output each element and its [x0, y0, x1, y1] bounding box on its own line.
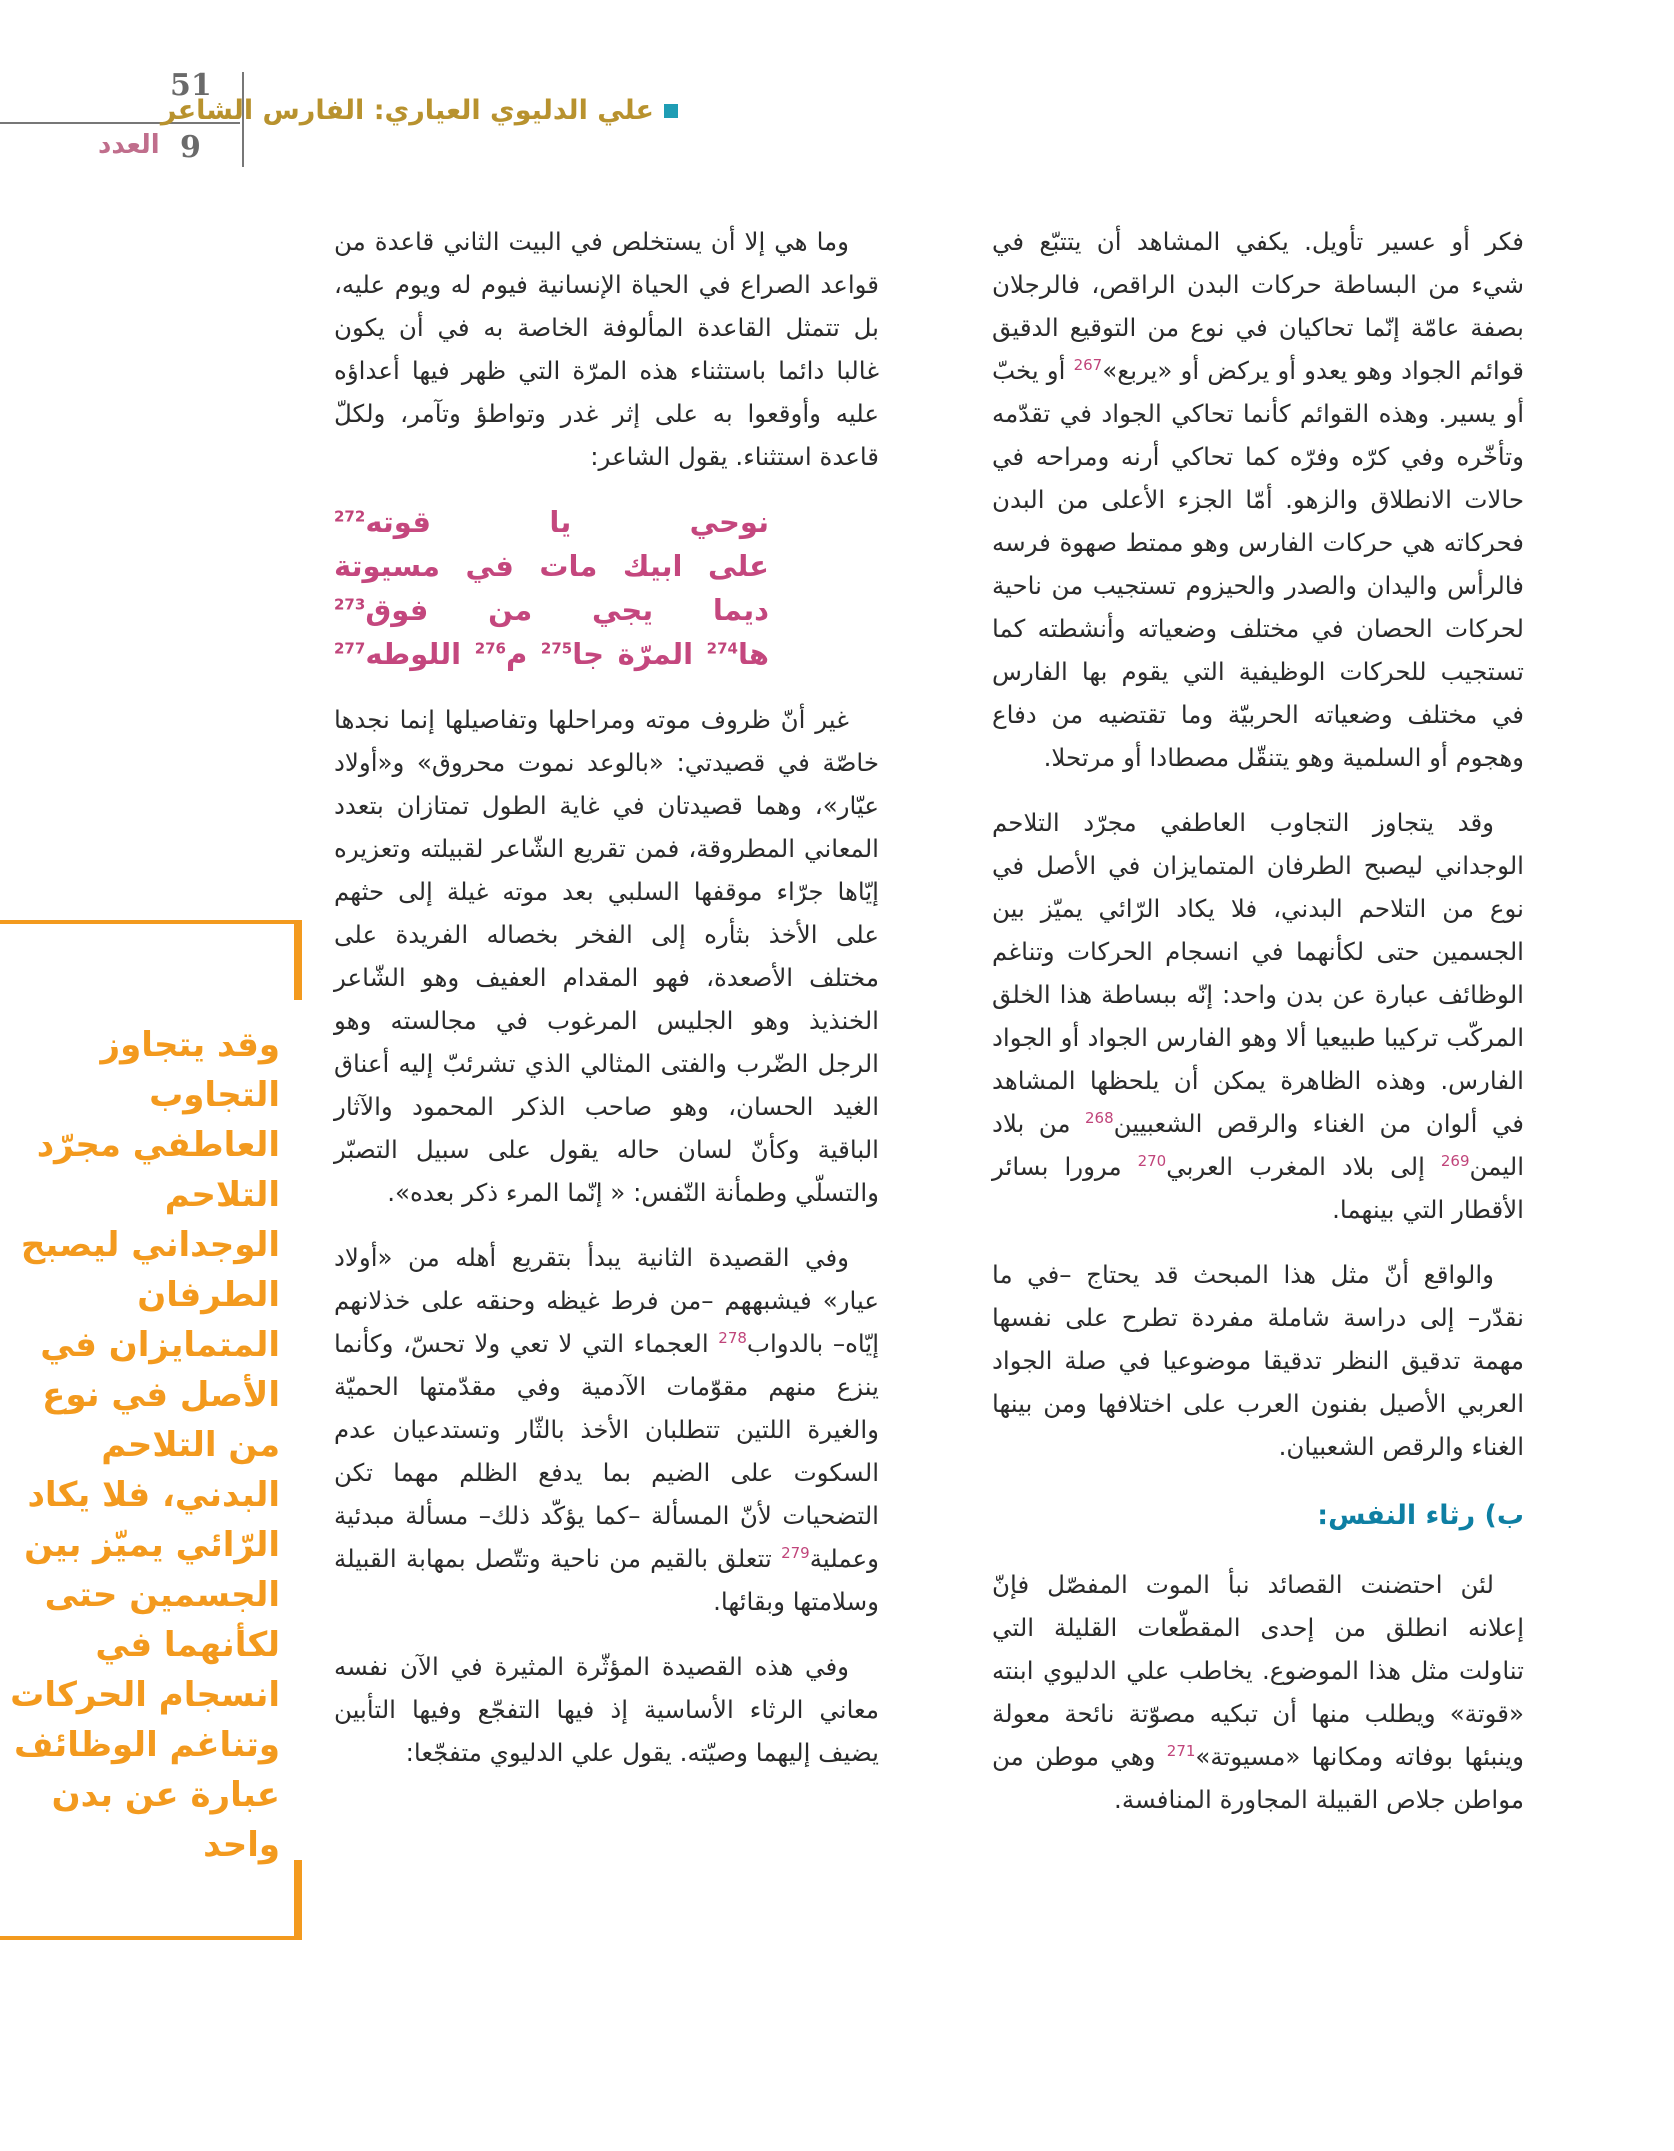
section-subheading: ب) رثاء النفس:: [1317, 1500, 1524, 1531]
right-text-column: [992, 220, 1524, 1843]
footnote-ref: 272: [334, 507, 366, 526]
text-run: فكر أو عسير تأويل. يكفي المشاهد أن يتتبّع في شيء من البساطة حركات البدن الراقص، فالرجلان بصفة عامّة إنّما تحاكيان في نوع من التوقيع الدقيق قوائم الجواد وهو يعدو أو يركض أو «يربع»: [992, 227, 1525, 385]
text-run: اللوطه: [365, 637, 475, 671]
footnote-ref: 275: [540, 639, 573, 658]
footnote-ref: 268: [1084, 1108, 1114, 1127]
text-run: ها: [737, 637, 769, 671]
paragraph: [992, 801, 1524, 1231]
text-run: إلى بلاد المغرب العربي: [1166, 1152, 1441, 1181]
pull-quote-bar-bottom: [294, 1860, 302, 1940]
paragraph: [992, 1563, 1524, 1821]
title-bullet-icon: [664, 104, 678, 118]
pull-quote-rule-bottom: [0, 1936, 300, 1940]
text-run: وفي القصيدة الثانية يبدأ بتقريع أهله من «أولاد عيار» فيشبههم –من فرط غيظه وحنقه على خذلانهم إيّاه– بالدواب: [334, 1243, 879, 1358]
text-run: وهي موطن من مواطن جلاص القبيلة المجاورة المنافسة.: [992, 1742, 1524, 1814]
pull-quote-rule-top: [0, 920, 300, 924]
issue-label: العدد: [98, 130, 160, 160]
poem-line: [334, 500, 769, 544]
poem-line: [334, 632, 769, 676]
text-run: تتعلق بالقيم من ناحية وتتّصل بمهابة القبيلة وسلامتها وبقائها.: [334, 1544, 879, 1616]
footnote-ref: 270: [1137, 1151, 1167, 1170]
pull-quote-bar-top: [294, 920, 302, 1000]
pull-quote: [0, 920, 300, 1940]
text-run: م: [506, 637, 541, 671]
poem-line: على ابيك مات في مسيوتة: [334, 549, 769, 583]
text-run: مرورا بسائر الأقطار التي بينهما.: [992, 1152, 1524, 1224]
text-run: العجماء التي لا تعي ولا تحسّ، وكأنما ينزع منهم مقوّمات الآدمية وفي مقدّمتها الحميّة والغيرة اللتين تتطلبان الأخذ بالثّار وتستدعيان عدم السكوت على الضيم بما يدفع الظلم مهما تكن التضحيات لأنّ المسألة –كما يؤكّد ذلك– مسألة مبدئية وعملية: [334, 1329, 879, 1573]
text-run: من بلاد اليمن: [992, 1109, 1524, 1181]
page-number: 51: [170, 68, 212, 103]
text-run: المرّة جا: [572, 637, 707, 671]
footnote-ref: 269: [1440, 1151, 1470, 1170]
footnote-ref: 267: [1073, 355, 1103, 374]
paragraph: والواقع أنّ مثل هذا المبحث قد يحتاج –في ما نقدّر– إلى دراسة شاملة مفردة تطرح على نفسها مهمة تدقيق النظر تدقيقا موضوعيا في صلة الجواد العربي الأصيل بفنون العرب على اختلافها ومن بينها الغناء والرقص الشعبيان.: [992, 1260, 1524, 1461]
footnote-ref: 279: [781, 1543, 810, 1562]
paragraph: وفي هذه القصيدة المؤثّرة المثيرة في الآن نفسه معاني الرثاء الأساسية إذ فيها التفجّع وفيها التأبين يضيف إليهما وصيّته. يقول علي الدليوي متفجّعا:: [334, 1652, 879, 1767]
footnote-ref: 273: [334, 595, 366, 614]
footnote-ref: 277: [334, 639, 366, 658]
text-run: لئن احتضنت القصائد نبأ الموت المفصّل فإنّ إعلانه انطلق من إحدى المقطّعات القليلة التي تناولت مثل هذا الموضوع. يخاطب علي الدليوي ابنته «قوتة» ويطلب منها أن تبكيه مصوّتة نائحة معولة وينبئها بوفاته ومكانها «مسيوتة»: [992, 1570, 1524, 1771]
issue-number: 9: [180, 130, 201, 165]
text-run: وقد يتجاوز التجاوب العاطفي مجرّد التلاحم الوجداني ليصبح الطرفان المتمايزان في الأصل في نوع من التلاحم البدني، فلا يكاد الرّائي يميّز بين الجسمين حتى لكأنهما في انسجام الحركات وتناغم الوظائف عبارة عن بدن واحد: إنّه ببساطة هذا الخلق المركّب تركيبا طبيعيا ألا وهو الفارس الجواد أو الجواد الفارس. وهذه الظاهرة يمكن أن يلحظها المشاهد في ألوان من الغناء والرقص الشعبيين: [992, 808, 1524, 1138]
paragraph: [334, 1236, 879, 1623]
paragraph: وما هي إلا أن يستخلص في البيت الثاني قاعدة من قواعد الصراع في الحياة الإنسانية فيوم له ويوم عليه، بل تتمثل القاعدة المألوفة الخاصة به في أن يكون غالبا دائما باستثناء هذه المرّة التي ظهر فيها أعداؤه عليه وأوقعوا به على إثر غدر وتواطؤ وتآمر، ولكلّ قاعدة استثناء. يقول الشاعر:: [334, 227, 879, 471]
left-text-column: [334, 220, 879, 1796]
poem-line: [334, 588, 769, 632]
footnote-ref: 274: [706, 639, 738, 658]
paragraph: [992, 220, 1524, 779]
running-title: علي الدليوي العياري: الفارس الشاعر: [160, 95, 654, 126]
paragraph: غير أنّ ظروف موته ومراحلها وتفاصيلها إنما نجدها خاصّة في قصيدتي: «بالوعد نموت محروق» و«أولاد عيّار»، وهما قصيدتان في غاية الطول تمتازان بتعدد المعاني المطروقة، فمن تقريع الشّاعر لقبيلته وتعزيره إيّاها جرّاء موقفها السلبي بعد موته غيلة إلى حثهم على الأخذ بثأره إلى الفخر بخصاله الفريدة على مختلف الأصعدة، فهو المقدام العفيف وهو الشّاعر الخنذيذ وهو الجليس المرغوب في مجالسته وهو الرجل الضّرب والفتى المثالي الذي تشرئبّ إليه أعناق الغيد الحسان، وهو صاحب الذكر المحمود والآثار الباقية وكأنّ لسان حاله يقول على سبيل التصبّر والتسلّي وطمأنة النّفس: « إنّما المرء ذكر بعده».: [334, 705, 879, 1207]
text-run: نوحي يا قوته: [365, 505, 769, 539]
footnote-ref: 271: [1166, 1741, 1196, 1760]
text-run: ديما يجي من فوق: [365, 593, 769, 627]
footnote-ref: 278: [718, 1328, 747, 1347]
pull-quote-text: وقد يتجاوز التجاوب العاطفي مجرّد التلاحم الوجداني ليصبح الطرفان المتمايزان في الأصل في نوع من التلاحم البدني، فلا يكاد الرّائي يميّز بين الجسمين حتى لكأنهما في انسجام الحركات وتناغم الوظائف عبارة عن بدن واحد: [10, 1025, 280, 1865]
poem-block: [334, 500, 879, 676]
footnote-ref: 276: [474, 639, 506, 658]
text-run: أو يخبّ أو يسير. وهذه القوائم كأنما تحاكي الجواد في تقدّمه وتأخّره وفي كرّه وفرّه كما تحاكي أرنه ومراحه في حالات الانطلاق والزهو. أمّا الجزء الأعلى من البدن فحركاته هي حركات الفارس وهو ممتط صهوة فرسه فالرأس واليدان والصدر والحيزوم تستجيب من ناحية لحركات الحصان في مختلف وضعياته وأنشطته كما تستجيب للحركات الوظيفية التي يقوم بها الفارس في مختلف وضعياته الحربيّة وما تقتضيه من دفاع وهجوم أو السلمية وهو يتنقّل مصطادا أو مرتحلا.: [992, 356, 1524, 772]
